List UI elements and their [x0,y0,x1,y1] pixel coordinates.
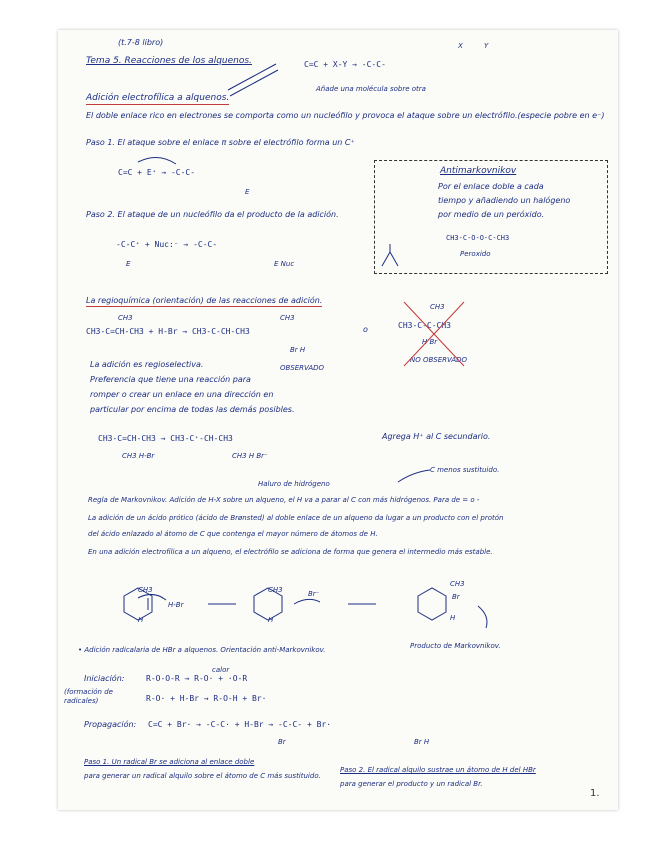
regio-or: o [363,325,368,334]
step2-e-label: E [126,260,131,268]
box-line-2: tiempo y añadiendo un halógeno [438,196,571,205]
paso2-line-b: para generar el producto y un radical Br. [340,780,483,788]
step2-equation: -C-C⁺ + Nuc:⁻ → -C-C- [116,240,218,249]
electrophilic-intro: El doble enlace rico en electrones se comporta como un nucleófilo y provoca el ataque sobre un electrófilo.(especie pobre en e⁻) [86,111,605,120]
peroxide-sketch [382,244,398,266]
regio-observed: OBSERVADO [280,364,325,372]
regio-alt-product: CH3-C-C-CH3 [398,321,451,330]
cyclo-h-3: H [450,614,456,622]
radical-product: Producto de Markovnikov. [410,642,501,650]
calor-label: calor [212,666,230,674]
cyclo-br-minus: Br⁻ [308,590,320,598]
curly-arrow-result [478,606,487,628]
regio-p4: particular por encima de todas las demás posibles. [90,405,295,414]
curly-arrow-markov [398,470,430,482]
general-y-label: Y [484,42,489,50]
regio-ch3-top: CH3 [118,314,133,322]
double-arrow-line-2 [230,70,278,96]
regio-not-observed: NO OBSERVADO [410,356,468,364]
cyclohexane-ring-3 [418,588,446,620]
propagation-label: Propagación: [84,720,137,729]
cyclo-br: Br [452,593,460,601]
electrophilic-heading: Adición electrofílica a alquenos. [86,93,230,103]
propagation-br: Br [278,738,286,746]
cyclo-ch3-1: CH3 [138,586,153,594]
regio-heading: La regioquímica (orientación) de las reacciones de adición. [86,296,323,305]
propagation-br-h: Br H [414,738,430,746]
markov-note-right: C menos sustituido. [430,466,500,474]
regio-alt-top: CH3 [430,303,445,311]
markov-line4: En una adición electrofílica a un alqueno, el electrófilo se adiciona de forma que genera el intermedio más estable. [88,548,493,556]
initiation-sub: (formación de radicales) [64,688,113,705]
page-reference: (t.7-8 libro) [118,38,164,47]
initiation-eq2: R-O· + H-Br → R-O-H + Br· [146,694,267,703]
box-line-3: por medio de un peróxido. [438,210,545,219]
regio-alt-bottom: H Br [422,338,438,346]
curly-arrow-step1 [138,157,176,164]
peroxide-formula: CH3-C-O-O-C-CH3 [446,234,510,242]
cyclo-hbr: H-Br [168,601,184,609]
cyclo-ch3-3: CH3 [450,580,465,588]
regio-br-h: Br H [290,346,306,354]
initiation-eq1: R-O-O-R → R-O· + ·O-R [146,674,248,683]
carbocation-note: Agrega H⁺ al C secundario. [382,432,491,441]
regio-ch3-product: CH3 [280,314,295,322]
radical-heading: • Adición radicalaria de HBr a alquenos. Orientación anti-Markovnikov. [78,646,326,654]
notebook-page [58,30,618,810]
markov-note-top: Haluro de hidrógeno [258,480,330,488]
box-title: Antimarkovnikov [440,166,517,176]
step2-text: Paso 2. El ataque de un nucleófilo da el producto de la adición. [86,210,339,219]
regio-p2: Preferencia que tiene una reacción para [90,375,251,384]
step1-equation: C=C + E⁺ → -C-C- [118,168,196,177]
step1-text: Paso 1. El ataque sobre el enlace π sobre el electrófilo forma un C⁺ [86,138,355,147]
markov-line3: del ácido enlazado al átomo de C que contenga el mayor número de átomos de H. [88,530,378,538]
paso2-line-a: Paso 2. El radical alquilo sustrae un átomo de H del HBr [340,766,536,774]
step2-product-labels: E Nuc [274,260,295,268]
general-note: Añade una molécula sobre otra [316,85,426,93]
propagation-eq: C=C + Br· → -C-C· + H-Br → -C-C- + Br· [148,720,332,729]
carbocation-sub1: CH3 H-Br [122,452,155,460]
cyclohexane-ring-2 [254,588,282,620]
step1-e-label: E [245,188,250,196]
peroxide-label: Peroxido [460,250,491,258]
page-number: 1. [590,788,600,799]
sketch-strokes [58,30,618,810]
paso1-line-b: para generar un radical alquilo sobre el átomo de C más sustituido. [84,772,321,780]
regio-reaction: CH3-C=CH-CH3 + H-Br → CH3-C-CH-CH3 [86,327,250,336]
cyclo-h-2: H [268,616,274,624]
topic-title: Tema 5. Reacciones de los alquenos. [86,56,252,66]
paso1-line-a: Paso 1. Un radical Br se adiciona al enlace doble [84,758,255,766]
initiation-label: Iniciación: [84,674,125,683]
regio-p1: La adición es regioselectiva. [90,360,204,369]
markov-line2: La adición de un ácido prótico (ácido de Brønsted) al doble enlace de un alqueno da lugar a un producto con el protón [88,514,504,522]
markov-rule: Regla de Markovnikov. Adición de H-X sobre un alqueno, el H va a parar al C con más hidrógenos. Para de = o - [88,496,480,504]
double-arrow-line-1 [228,64,276,90]
carbocation-sub2: CH3 H Br⁻ [232,452,268,460]
box-line-1: Por el enlace doble a cada [438,182,544,191]
general-x-label: X [458,42,463,50]
carbocation-equation: CH3-C=CH-CH3 → CH3-C⁺-CH-CH3 [98,434,233,443]
curly-arrow-br [294,599,320,604]
general-equation: C=C + X-Y → -C-C- [304,60,386,69]
cyclo-ch3-2: CH3 [268,586,283,594]
cyclo-h-1: H [138,616,144,624]
regio-p3: romper o crear un enlace en una dirección en [90,390,274,399]
